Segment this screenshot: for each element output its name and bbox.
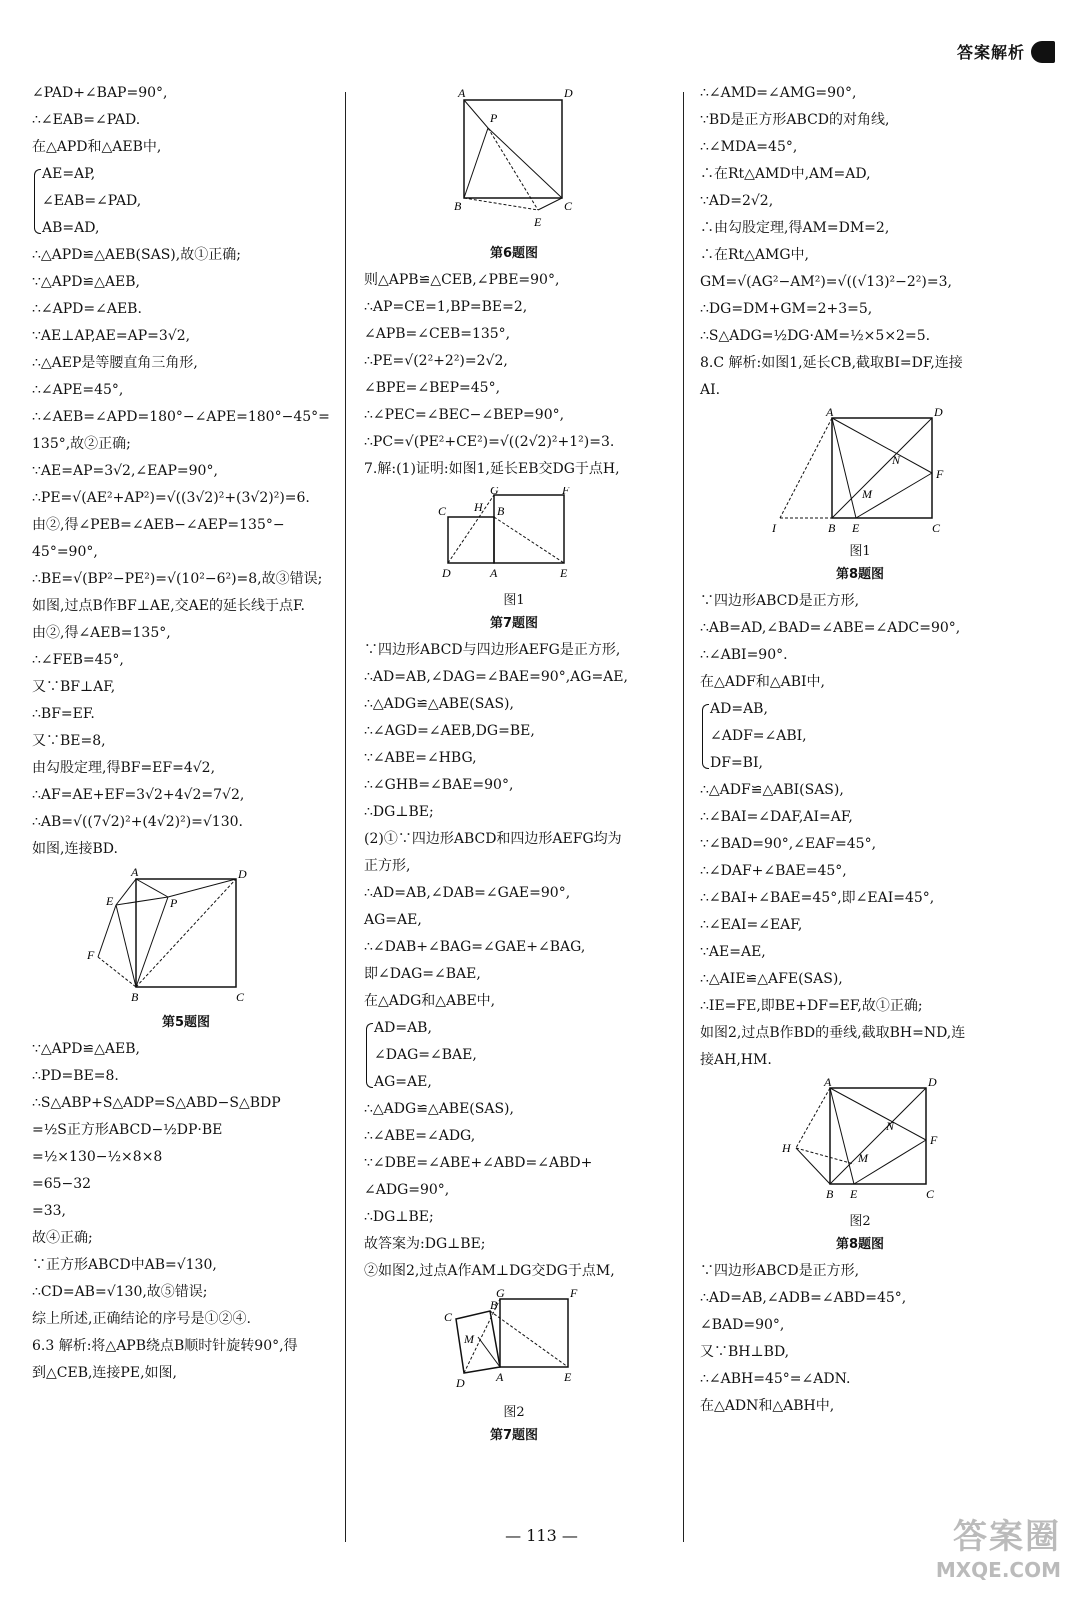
text-line: 如图,过点B作BF⊥AE,交AE的延长线于点F.: [32, 598, 305, 614]
text-line: AG=AE,: [374, 1074, 432, 1090]
fig5-label-D: D: [238, 867, 247, 881]
text-line: ∴PC=√(PE²+CE²)=√((2√2)²+1²)=3.: [364, 434, 615, 450]
fig8b-label-B: B: [826, 1187, 834, 1201]
fig8b-label-N: N: [886, 1119, 895, 1133]
text-line: ∴在Rt△AMG中,: [700, 247, 810, 263]
text-line: ∴IE=FE,即BE+DF=EF,故①正确;: [700, 998, 923, 1014]
text-line: ∴△ADG≌△ABE(SAS),: [364, 1101, 514, 1117]
fig5-label-P: P: [170, 896, 178, 910]
text-line: 6.3 解析:将△APB绕点B顺时针旋转90°,得: [32, 1338, 298, 1354]
figure-5: [86, 867, 286, 1007]
text-line: =½S正方形ABCD−½DP·BE: [32, 1122, 223, 1138]
text-line: 则△APB≌△CEB,∠PBE=90°,: [364, 272, 560, 288]
fig7b-label-A: A: [496, 1370, 504, 1384]
fig8a-label-E: E: [852, 521, 860, 535]
text-line: ∵AD=2√2,: [700, 193, 774, 209]
text-line: 由勾股定理,得BF=EF=4√2,: [32, 760, 216, 776]
text-line: ∴∠AMD=∠AMG=90°,: [700, 85, 857, 101]
text-line: ∴∠DAF+∠BAE=45°,: [700, 863, 847, 879]
text-line: ∴PE=√(2²+2²)=2√2,: [364, 353, 508, 369]
fig7b-label-C: C: [444, 1310, 453, 1324]
fig7b-label-E: E: [564, 1370, 572, 1384]
fig8a-subcaption: 图1: [849, 544, 871, 559]
fig8b-caption: 第8题图: [835, 1237, 885, 1252]
col3-brace: [700, 700, 1020, 773]
col3-block-b: [700, 592, 1020, 692]
fig7b-label-F: F: [570, 1289, 578, 1300]
text-line: =65−32: [32, 1176, 92, 1192]
text-line: =33,: [32, 1203, 66, 1219]
text-line: ∴△ADG≌△ABE(SAS),: [364, 696, 514, 712]
column-1: [32, 84, 340, 1391]
col3-block-c: [700, 781, 1020, 1070]
text-line: GM=√(AG²−AM²)=√((√13)²−2²)=3,: [700, 274, 952, 290]
watermark: [936, 1509, 1061, 1582]
text-line: ∴△ADF≌△ABI(SAS),: [700, 782, 844, 798]
text-line: ∵AE⊥AP,AE=AP=3√2,: [32, 328, 191, 344]
fig7b-label-M: M: [464, 1332, 474, 1346]
text-line: 如图,连接BD.: [32, 841, 118, 857]
text-line: 故④正确;: [32, 1230, 93, 1246]
text-line: ∵△APD≌△AEB,: [32, 274, 140, 290]
text-line: ∵AE=AE,: [700, 944, 766, 960]
text-line: ∴∠PEC=∠BEC−∠BEP=90°,: [364, 407, 565, 423]
text-line: =½×130−½×8×8: [32, 1149, 163, 1165]
text-line: ∵∠BAD=90°,∠EAF=45°,: [700, 836, 877, 852]
fig8b-label-M: M: [858, 1151, 868, 1165]
text-line: 由②,得∠PEB=∠AEB−∠AEP=135°−: [32, 517, 285, 533]
fig7b-label-G: G: [496, 1289, 505, 1300]
text-line: 正方形,: [364, 858, 411, 874]
fig7a-label-F: F: [562, 487, 570, 497]
text-line: ∵正方形ABCD中AB=√130,: [32, 1257, 217, 1273]
text-line: 在△APD和△AEB中,: [32, 139, 162, 155]
text-line: ∴S△ABP+S△ADP=S△ABD−S△BDP: [32, 1095, 281, 1111]
fig8a-label-A: A: [826, 408, 834, 419]
fig7b-label-B: B: [490, 1298, 498, 1312]
column-divider-1: [345, 92, 346, 1542]
text-line: ∴∠ABI=90°.: [700, 647, 788, 663]
fig7b-label-D: D: [456, 1376, 465, 1390]
text-line: ∴△AEP是等腰直角三角形,: [32, 355, 198, 371]
fig6-label-E: E: [534, 215, 542, 229]
text-line: ∴AD=AB,∠ADB=∠ABD=45°,: [700, 1290, 907, 1306]
col1-block-a: [32, 84, 340, 157]
text-line: ∠PAD+∠BAP=90°,: [32, 85, 168, 101]
text-line: 135°,故②正确;: [32, 436, 131, 452]
fig6-label-B: B: [454, 199, 462, 213]
fig8a-label-C: C: [932, 521, 941, 535]
text-line: AG=AE,: [364, 912, 422, 928]
text-line: 如图2,过点B作BD的垂线,截取BH=ND,连: [700, 1025, 966, 1041]
text-line: AD=AB,: [710, 701, 768, 717]
figure-6: [444, 88, 584, 238]
fig7b-subcaption: 图2: [503, 1405, 525, 1420]
fig8b-label-E: E: [850, 1187, 858, 1201]
fig8a-label-N: N: [892, 453, 901, 467]
text-line: ②如图2,过点A作AM⊥DG交DG于点M,: [364, 1263, 615, 1279]
text-line: ∴△APD≌△AEB(SAS),故①正确;: [32, 247, 241, 263]
text-line: 在△ADF和△ABI中,: [700, 674, 825, 690]
text-line: ∴∠DAB+∠BAG=∠GAE+∠BAG,: [364, 939, 586, 955]
text-line: ∴∠GHB=∠BAE=90°,: [364, 777, 514, 793]
fig7a-label-E: E: [560, 566, 568, 580]
text-line: ∴∠BAI=∠DAF,AI=AF,: [700, 809, 853, 825]
fig8b-label-C: C: [926, 1187, 935, 1201]
fig6-label-A: A: [458, 88, 466, 100]
header-title: 答案解析: [956, 43, 1025, 62]
text-line: 8.C 解析:如图1,延长CB,截取BI=DF,连接: [700, 355, 963, 371]
text-line: ∴在Rt△AMD中,AM=AD,: [700, 166, 871, 182]
text-line: 7.解:(1)证明:如图1,延长EB交DG于点H,: [364, 461, 620, 477]
column-3: [700, 84, 1020, 1424]
text-line: ∠ADG=90°,: [364, 1182, 450, 1198]
column-divider-2: [683, 92, 684, 1542]
text-line: ∵四边形ABCD是正方形,: [700, 593, 860, 609]
text-line: 在△ADG和△ABE中,: [364, 993, 496, 1009]
text-line: AE=AP,: [42, 166, 96, 182]
fig5-label-A: A: [131, 867, 139, 879]
text-line: ∴由勾股定理,得AM=DM=2,: [700, 220, 890, 236]
page-number: — 113 —: [505, 1526, 578, 1545]
col3-block-a: [700, 84, 1020, 400]
watermark-line-2: MXQE.COM: [935, 1558, 1061, 1582]
fig7a-label-G: G: [490, 487, 499, 497]
fig8a-label-I: I: [772, 521, 776, 535]
text-line: 又∵BH⊥BD,: [700, 1344, 790, 1360]
fig6-label-D: D: [564, 88, 573, 100]
fig8b-label-H: H: [782, 1141, 791, 1155]
col3-block-d: [700, 1262, 1020, 1416]
text-line: 即∠DAG=∠BAE,: [364, 966, 481, 982]
fig8a-label-B: B: [828, 521, 836, 535]
text-line: AB=AD,: [42, 220, 100, 236]
text-line: ∵四边形ABCD与四边形AEFG是正方形,: [364, 642, 621, 658]
col1-brace: [32, 165, 340, 238]
text-line: 45°=90°,: [32, 544, 98, 560]
fig7a-label-B: B: [497, 504, 505, 518]
text-line: (2)①∵四边形ABCD和四边形AEFG均为: [364, 831, 622, 847]
text-line: ∠DAG=∠BAE,: [374, 1047, 477, 1063]
text-line: ∴∠AEB=∠APD=180°−∠APE=180°−45°=: [32, 409, 330, 425]
fig8a-label-F: F: [936, 467, 944, 481]
text-line: ∠BPE=∠BEP=45°,: [364, 380, 501, 396]
text-line: 在△ADN和△ABH中,: [700, 1398, 835, 1414]
fig5-label-F: F: [87, 948, 95, 962]
text-line: DF=BI,: [710, 755, 763, 771]
text-line: ∴AD=AB,∠DAB=∠GAE=90°,: [364, 885, 571, 901]
text-line: ∴∠EAI=∠EAF,: [700, 917, 803, 933]
col2-block-c: [364, 1100, 664, 1281]
text-line: ∴∠BAI+∠BAE=45°,即∠EAI=45°,: [700, 890, 935, 906]
text-line: ∴∠FEB=45°,: [32, 652, 124, 668]
fig8a-label-M: M: [862, 487, 872, 501]
text-line: ∵BD是正方形ABCD的对角线,: [700, 112, 890, 128]
text-line: ∴∠EAB=∠PAD.: [32, 112, 141, 128]
watermark-line-1: 答案圈: [953, 1517, 1061, 1557]
text-line: AD=AB,: [374, 1020, 432, 1036]
text-line: ∠APB=∠CEB=135°,: [364, 326, 511, 342]
text-line: ∴∠ABH=45°=∠ADN.: [700, 1371, 851, 1387]
text-line: ∵∠DBE=∠ABE+∠ABD=∠ABD+: [364, 1155, 593, 1171]
fig7a-caption: 第7题图: [489, 616, 539, 631]
fig6-label-P: P: [490, 111, 498, 125]
text-line: ∵四边形ABCD是正方形,: [700, 1263, 860, 1279]
text-line: ∴DG=DM+GM=2+3=5,: [700, 301, 873, 317]
col2-brace: [364, 1019, 664, 1092]
text-line: ∴∠MDA=45°,: [700, 139, 798, 155]
text-line: ∠EAB=∠PAD,: [42, 193, 142, 209]
text-line: ∴S△ADG=½DG·AM=½×5×2=5.: [700, 328, 931, 344]
text-line: ∴∠APE=45°,: [32, 382, 124, 398]
fig5-label-B: B: [131, 990, 139, 1004]
fig8a-caption: 第8题图: [835, 567, 885, 582]
page-header: [957, 40, 1055, 63]
column-2: [364, 84, 664, 1453]
text-line: 又∵BE=8,: [32, 733, 106, 749]
text-line: 接AH,HM.: [700, 1052, 772, 1068]
figure-8-2: [770, 1078, 950, 1208]
col1-block-c: [32, 1040, 340, 1383]
text-line: ∴PD=BE=8.: [32, 1068, 119, 1084]
text-line: 到△CEB,连接PE,如图,: [32, 1365, 177, 1381]
col2-block-a: [364, 271, 664, 479]
fig7a-subcaption: 图1: [503, 593, 525, 608]
text-line: ∴AF=AE+EF=3√2+4√2=7√2,: [32, 787, 245, 803]
text-line: ∴AD=AB,∠DAG=∠BAE=90°,AG=AE,: [364, 669, 628, 685]
text-line: ∴AP=CE=1,BP=BE=2,: [364, 299, 528, 315]
fig8b-label-A: A: [824, 1078, 832, 1089]
text-line: ∠BAD=90°,: [700, 1317, 785, 1333]
figure-7-1: [434, 487, 594, 587]
fig7a-label-H: H: [474, 500, 483, 514]
text-line: ∴DG⊥BE;: [364, 804, 434, 820]
text-line: ∴DG⊥BE;: [364, 1209, 434, 1225]
text-line: ∠ADF=∠ABI,: [710, 728, 807, 744]
fig8a-label-D: D: [934, 408, 943, 419]
text-line: ∴∠AGD=∠AEB,DG=BE,: [364, 723, 535, 739]
text-line: 又∵BF⊥AF,: [32, 679, 116, 695]
text-line: ∴BF=EF.: [32, 706, 95, 722]
text-line: ∴∠ABE=∠ADG,: [364, 1128, 476, 1144]
fig8b-label-D: D: [928, 1078, 937, 1089]
col1-block-b: [32, 246, 340, 859]
text-line: ∴PE=√(AE²+AP²)=√((3√2)²+(3√2)²)=6.: [32, 490, 310, 506]
text-line: ∵△APD≌△AEB,: [32, 1041, 140, 1057]
text-line: 综上所述,正确结论的序号是①②④.: [32, 1311, 251, 1327]
text-line: AI.: [700, 382, 721, 398]
fig7b-caption: 第7题图: [489, 1428, 539, 1443]
fig5-label-C: C: [236, 990, 245, 1004]
fig8b-subcaption: 图2: [849, 1214, 871, 1229]
text-line: 故答案为:DG⊥BE;: [364, 1236, 486, 1252]
fig6-caption: 第6题图: [489, 246, 539, 261]
text-line: ∵∠ABE=∠HBG,: [364, 750, 477, 766]
fig7a-label-D: D: [442, 566, 451, 580]
text-line: ∴∠APD=∠AEB.: [32, 301, 142, 317]
text-line: ∴BE=√(BP²−PE²)=√(10²−6²)=8,故③错误;: [32, 571, 323, 587]
text-line: ∴CD=AB=√130,故⑤错误;: [32, 1284, 208, 1300]
text-line: ∴△AIE≌△AFE(SAS),: [700, 971, 843, 987]
col2-block-b: [364, 641, 664, 1011]
text-line: 由②,得∠AEB=135°,: [32, 625, 171, 641]
fig8b-label-F: F: [930, 1133, 938, 1147]
fig5-label-E: E: [106, 894, 114, 908]
fig7a-label-C: C: [438, 504, 447, 518]
fig7a-label-A: A: [490, 566, 498, 580]
header-tab-mark: [1031, 41, 1055, 63]
figure-7-2: [434, 1289, 594, 1399]
text-line: ∵AE=AP=3√2,∠EAP=90°,: [32, 463, 218, 479]
fig6-label-C: C: [564, 199, 573, 213]
text-line: ∴AB=AD,∠BAD=∠ABE=∠ADC=90°,: [700, 620, 961, 636]
text-line: ∴AB=√((7√2)²+(4√2)²)=√130.: [32, 814, 243, 830]
fig5-caption: 第5题图: [161, 1015, 211, 1030]
figure-8-1: [760, 408, 960, 538]
